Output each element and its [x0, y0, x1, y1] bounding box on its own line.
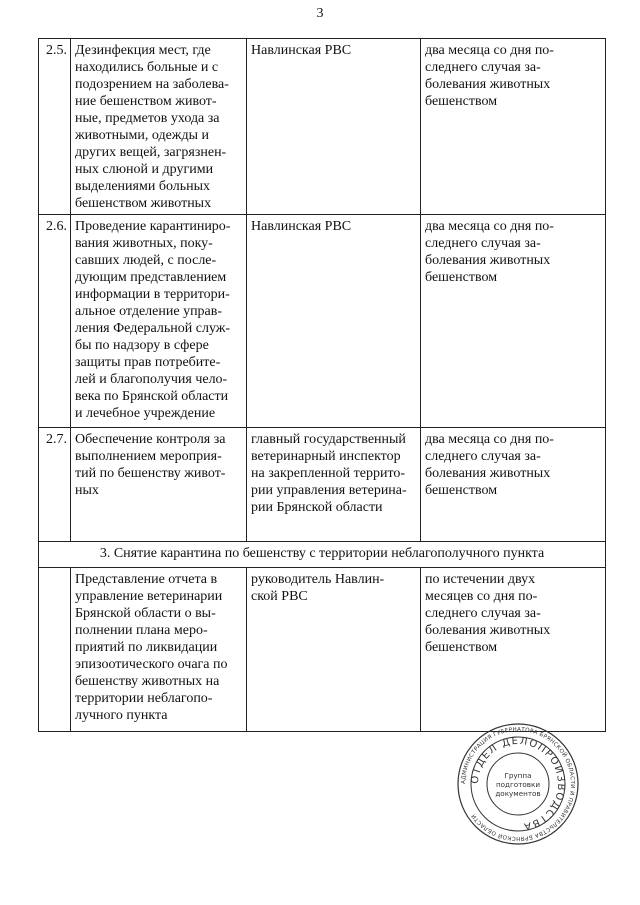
quarantine-plan-table — [38, 38, 606, 732]
action-cell — [71, 568, 247, 732]
action-cell — [71, 215, 247, 428]
action-text: Дезинфекция мест, где находились больные и с подозрением на заболева- ние бешенством живот- ные, предметов ухода за животными, одежды и других вещей, загрязнен- ных слюной и другими выделениями больных бешенством животных — [75, 43, 229, 211]
seal-center-line: документов — [495, 789, 541, 798]
seal-center-line: Группа — [504, 771, 532, 780]
term-cell — [421, 428, 606, 542]
term-text: два месяца со дня по- следнего случая за- болевания животных бешенством — [425, 219, 554, 285]
executor-cell — [247, 428, 421, 542]
executor-cell — [247, 215, 421, 428]
page-number: 3 — [316, 6, 324, 21]
executor-text: Навлинская РВС — [251, 219, 352, 234]
term-text: два месяца со дня по- следнего случая за- болевания животных бешенством — [425, 43, 554, 109]
action-text: Обеспечение контроля за выполнением мероприя- тий по бешенству живот- ных — [75, 432, 226, 498]
table-row — [39, 428, 606, 542]
executor-text: главный государственный ветеринарный инспектор на закрепленной террито- рии управления ветерина- рии Брянской области — [251, 432, 407, 515]
term-cell — [421, 568, 606, 732]
action-cell — [71, 428, 247, 542]
executor-text: Навлинская РВС — [251, 43, 352, 58]
row-number — [39, 568, 71, 732]
seal-center-line: подготовки — [495, 780, 541, 789]
term-cell — [421, 39, 606, 215]
executor-cell — [247, 39, 421, 215]
term-text: два месяца со дня по- следнего случая за- болевания животных бешенством — [425, 432, 554, 498]
table-row — [39, 215, 606, 428]
table-row — [39, 568, 606, 732]
table-row — [39, 39, 606, 215]
term-text: по истечении двух месяцев со дня по- следнего случая за- болевания животных бешенством — [425, 572, 551, 655]
seal-outer-text: АДМИНИСТРАЦИЯ ГУБЕРНАТОРА БРЯНСКОЙ ОБЛАСТИ И ПРАВИТЕЛЬСТВА БРЯНСКОЙ ОБЛАСТИ — [460, 726, 576, 842]
department-seal — [456, 722, 580, 846]
row-number: 2.7. — [39, 428, 71, 542]
section-heading-row — [39, 542, 606, 568]
action-text: Проведение карантиниро- вания животных, поку- савших людей, с после- дующим представлением информации в территори- альное отделение управ- ления Федеральной служ- бы по надзору в сфере защиты прав потребите- лей и благополучия чело- века по Брянской области и лечебное учреждение — [75, 219, 231, 421]
action-text: Представление отчета в управление ветеринарии Брянской области о вы- полнении плана меро- приятий по ликвидации эпизоотического очага по бешенству животных на территории неблагопо- лучного пункта — [75, 572, 228, 723]
action-cell — [71, 39, 247, 215]
row-number: 2.6. — [39, 215, 71, 428]
executor-cell — [247, 568, 421, 732]
executor-text: руководитель Навлин- ской РВС — [251, 572, 385, 604]
term-cell — [421, 215, 606, 428]
section-heading: 3. Снятие карантина по бешенству с территории неблагополучного пункта — [39, 542, 606, 568]
row-number: 2.5. — [39, 39, 71, 215]
seal-middle-text: ОТДЕЛ ДЕЛОПРОИЗВОДСТВА — [469, 735, 567, 832]
